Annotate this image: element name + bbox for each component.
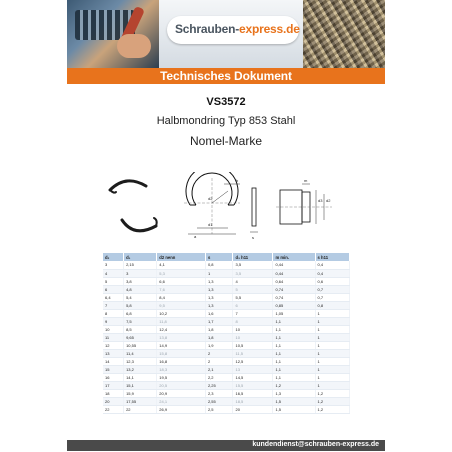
table-cell: 0,7 bbox=[315, 285, 349, 293]
table-cell: 8,4 bbox=[157, 293, 206, 301]
table-cell: 0,4 bbox=[315, 261, 349, 269]
table-cell: 1,05 bbox=[273, 309, 315, 317]
table-row bbox=[103, 301, 350, 309]
table-cell: 0,64 bbox=[273, 277, 315, 285]
brand-name: Nomel-Marke bbox=[189, 134, 262, 148]
table-row bbox=[103, 261, 350, 269]
table-row bbox=[103, 293, 350, 301]
table-cell: 8 bbox=[233, 317, 273, 325]
dim-label-b: b bbox=[236, 178, 239, 183]
table-cell: 5,3 bbox=[157, 269, 206, 277]
table-cell: 9,65 bbox=[124, 333, 157, 341]
table-cell: 11 bbox=[103, 333, 124, 341]
col-header-m-min: m min. bbox=[273, 253, 315, 261]
col-header-d3: d₃ h11 bbox=[233, 253, 273, 261]
table-cell: 11,8 bbox=[157, 317, 206, 325]
table-cell: 20,9 bbox=[157, 389, 206, 397]
table-row bbox=[103, 365, 350, 373]
table-cell: 20 bbox=[103, 397, 124, 405]
table-row bbox=[103, 357, 350, 365]
table-cell: 2,5 bbox=[205, 405, 233, 413]
table-row bbox=[103, 381, 350, 389]
table-cell: 7 bbox=[233, 309, 273, 317]
table-cell: 4,1 bbox=[157, 261, 206, 269]
hand bbox=[117, 34, 151, 58]
table-cell: 15,8 bbox=[157, 349, 206, 357]
table-cell: 2,55 bbox=[205, 397, 233, 405]
table-cell: 1 bbox=[315, 357, 349, 365]
table-cell: 15 bbox=[103, 365, 124, 373]
table-row bbox=[103, 309, 350, 317]
col-header-d1: d₁ bbox=[124, 253, 157, 261]
table-cell: 16 bbox=[103, 373, 124, 381]
table-cell: 13,8 bbox=[157, 333, 206, 341]
header-banner bbox=[67, 0, 385, 68]
table-cell: 1,2 bbox=[315, 389, 349, 397]
table-cell: 1 bbox=[315, 309, 349, 317]
dim-label-a: a bbox=[194, 234, 197, 239]
table-row bbox=[103, 397, 350, 405]
table-cell: 18 bbox=[103, 389, 124, 397]
col-header-d2: d₂ bbox=[103, 253, 124, 261]
table-cell: 11,4 bbox=[124, 349, 157, 357]
table-cell: 1,1 bbox=[273, 365, 315, 373]
table-cell: 1,2 bbox=[315, 397, 349, 405]
table-cell: 1,3 bbox=[273, 389, 315, 397]
table-cell: 5 bbox=[103, 277, 124, 285]
support-email-link[interactable]: kundendienst@schrauben-express.de bbox=[252, 441, 379, 448]
dim-label-d1: d1 bbox=[208, 222, 213, 227]
dim-label-d3: d3 bbox=[318, 198, 323, 203]
table-cell: 2,3 bbox=[205, 389, 233, 397]
footer-bar bbox=[67, 440, 385, 451]
table-cell: 1 bbox=[315, 349, 349, 357]
table-row bbox=[103, 269, 350, 277]
table-cell: 1,1 bbox=[273, 333, 315, 341]
table-cell: 24,1 bbox=[157, 397, 206, 405]
table-cell: 1,3 bbox=[205, 293, 233, 301]
logo-area bbox=[159, 0, 303, 68]
table-cell: 17,55 bbox=[124, 397, 157, 405]
table-cell: 1,1 bbox=[273, 349, 315, 357]
dim-label-d2-shaft: d2 bbox=[326, 198, 331, 203]
table-cell: 0,4 bbox=[315, 269, 349, 277]
table-cell: 14,5 bbox=[233, 373, 273, 381]
table-cell: 12,3 bbox=[124, 357, 157, 365]
table-cell: 10,2 bbox=[157, 309, 206, 317]
table-cell: 2,15 bbox=[124, 261, 157, 269]
table-cell: 10,55 bbox=[124, 341, 157, 349]
table-cell: 7,6 bbox=[157, 285, 206, 293]
tools-photo bbox=[67, 0, 159, 68]
table-row bbox=[103, 341, 350, 349]
table-cell: 20 bbox=[233, 405, 273, 413]
screws-photo bbox=[303, 0, 385, 68]
table-cell: 15,9 bbox=[124, 389, 157, 397]
technical-drawing bbox=[100, 172, 350, 246]
drawing-svg bbox=[100, 172, 350, 246]
table-cell: 1,5 bbox=[273, 405, 315, 413]
table-cell: 13,2 bbox=[124, 365, 157, 373]
article-number: VS3572 bbox=[206, 96, 246, 108]
table-cell: 14 bbox=[103, 357, 124, 365]
table-cell: 0,44 bbox=[273, 261, 315, 269]
document-type-title: Technisches Dokument bbox=[160, 69, 292, 83]
table-body bbox=[103, 261, 350, 413]
table-cell: 1 bbox=[315, 381, 349, 389]
table-cell: 14,9 bbox=[157, 341, 206, 349]
col-header-d2-nenn: d2 nenn bbox=[157, 253, 206, 261]
table-cell: 0,85 bbox=[273, 301, 315, 309]
table-cell: 0,8 bbox=[315, 301, 349, 309]
table-cell: 1 bbox=[315, 365, 349, 373]
table-cell: 5 bbox=[233, 285, 273, 293]
table-cell: 16,5 bbox=[233, 389, 273, 397]
table-cell: 6,8 bbox=[124, 309, 157, 317]
table-cell: 1 bbox=[315, 317, 349, 325]
table-cell: 22 bbox=[124, 405, 157, 413]
table-cell: 4 bbox=[233, 277, 273, 285]
table-cell: 1,3 bbox=[205, 277, 233, 285]
table-header-row bbox=[103, 253, 350, 261]
table-cell: 12,5 bbox=[233, 357, 273, 365]
table-cell: 13 bbox=[233, 365, 273, 373]
table-cell: 1,1 bbox=[273, 325, 315, 333]
table-cell: 14,1 bbox=[124, 373, 157, 381]
table-cell: 15,1 bbox=[124, 381, 157, 389]
dimensions-table bbox=[103, 253, 350, 414]
table-cell: 12,4 bbox=[157, 325, 206, 333]
table-cell: 8,5 bbox=[124, 325, 157, 333]
table-cell: 0,74 bbox=[273, 285, 315, 293]
table-cell: 2,1 bbox=[205, 365, 233, 373]
table-cell: 3 bbox=[124, 269, 157, 277]
table-row bbox=[103, 349, 350, 357]
table-cell: 6,4 bbox=[103, 293, 124, 301]
table-cell: 15,5 bbox=[233, 381, 273, 389]
ring-photo bbox=[110, 181, 157, 231]
table-cell: 1,8 bbox=[205, 333, 233, 341]
table-cell: 0,6 bbox=[315, 277, 349, 285]
table-cell: 2 bbox=[205, 349, 233, 357]
table-cell: 11,5 bbox=[233, 349, 273, 357]
table-cell: 3,8 bbox=[124, 277, 157, 285]
table-cell: 5,4 bbox=[124, 293, 157, 301]
table-cell: 1 bbox=[315, 333, 349, 341]
table-cell: 16,8 bbox=[157, 357, 206, 365]
table-cell: 2,2 bbox=[205, 373, 233, 381]
table-cell: 1,1 bbox=[273, 317, 315, 325]
table-cell: 20,5 bbox=[157, 381, 206, 389]
table-cell: 1 bbox=[315, 325, 349, 333]
logo-main-text: Schrauben- bbox=[175, 22, 240, 36]
company-logo[interactable] bbox=[175, 22, 300, 36]
table-cell: 6,6 bbox=[157, 277, 206, 285]
table-cell: 9,5 bbox=[157, 301, 206, 309]
table-cell: 10 bbox=[103, 325, 124, 333]
dim-label-d2: d2 bbox=[208, 196, 213, 201]
table-cell: 7,5 bbox=[124, 317, 157, 325]
table-cell: 5,5 bbox=[233, 293, 273, 301]
table-cell: 9 bbox=[103, 317, 124, 325]
table-cell: 0,44 bbox=[273, 269, 315, 277]
table-cell: 1,3 bbox=[205, 285, 233, 293]
table-cell: 12 bbox=[103, 341, 124, 349]
table-cell: 22 bbox=[103, 405, 124, 413]
table-cell: 1,2 bbox=[315, 405, 349, 413]
table-cell: 10,5 bbox=[233, 341, 273, 349]
table-row bbox=[103, 405, 350, 413]
table-cell: 13 bbox=[103, 349, 124, 357]
shaft-groove-view bbox=[276, 178, 332, 224]
table-cell: 6 bbox=[103, 285, 124, 293]
table-cell: 1,8 bbox=[205, 325, 233, 333]
table-cell: 1,1 bbox=[273, 373, 315, 381]
table-cell: 1 bbox=[315, 373, 349, 381]
table-row bbox=[103, 285, 350, 293]
table-row bbox=[103, 325, 350, 333]
col-header-s: s bbox=[205, 253, 233, 261]
table-cell: 4,8 bbox=[124, 285, 157, 293]
table-cell: 1 bbox=[315, 341, 349, 349]
table-cell: 2 bbox=[205, 357, 233, 365]
table-cell: 18,3 bbox=[157, 365, 206, 373]
table-cell: 1,3 bbox=[205, 301, 233, 309]
table-row bbox=[103, 317, 350, 325]
table-cell: 0,7 bbox=[315, 293, 349, 301]
table-cell: 10 bbox=[233, 333, 273, 341]
table-cell: 4 bbox=[103, 269, 124, 277]
table-cell: 19,5 bbox=[157, 373, 206, 381]
table-cell: 0,74 bbox=[273, 293, 315, 301]
table-cell: 26,9 bbox=[157, 405, 206, 413]
table-cell: 1,1 bbox=[273, 357, 315, 365]
dim-label-m: m bbox=[304, 178, 308, 183]
table-cell: 1,6 bbox=[205, 309, 233, 317]
table-cell: 7 bbox=[103, 301, 124, 309]
table-cell: 1,5 bbox=[273, 397, 315, 405]
table-cell: 17 bbox=[103, 381, 124, 389]
table-cell: 10 bbox=[233, 325, 273, 333]
table-cell: 0,8 bbox=[205, 261, 233, 269]
document-type-bar bbox=[67, 68, 385, 84]
table-cell: 6 bbox=[233, 301, 273, 309]
ring-front-view bbox=[184, 172, 240, 239]
table-cell: 8 bbox=[103, 309, 124, 317]
table-row bbox=[103, 333, 350, 341]
ring-side-view bbox=[250, 188, 258, 240]
table-cell: 18,5 bbox=[233, 397, 273, 405]
table-cell: 3,5 bbox=[233, 261, 273, 269]
table-row bbox=[103, 277, 350, 285]
table-cell: 1,7 bbox=[205, 317, 233, 325]
table-cell: 3 bbox=[103, 261, 124, 269]
table-cell: 3,5 bbox=[233, 269, 273, 277]
dim-label-s: s bbox=[252, 235, 254, 240]
table-row bbox=[103, 373, 350, 381]
logo-accent-text: express.de bbox=[239, 22, 300, 36]
col-header-s-h11: s h11 bbox=[315, 253, 349, 261]
table-cell: 1,2 bbox=[273, 381, 315, 389]
table-cell: 2,25 bbox=[205, 381, 233, 389]
table-cell: 1 bbox=[205, 269, 233, 277]
table-cell: 5,8 bbox=[124, 301, 157, 309]
table-row bbox=[103, 389, 350, 397]
table-cell: 1,1 bbox=[273, 341, 315, 349]
table-cell: 1,9 bbox=[205, 341, 233, 349]
product-name: Halbmondring Typ 853 Stahl bbox=[156, 115, 296, 127]
